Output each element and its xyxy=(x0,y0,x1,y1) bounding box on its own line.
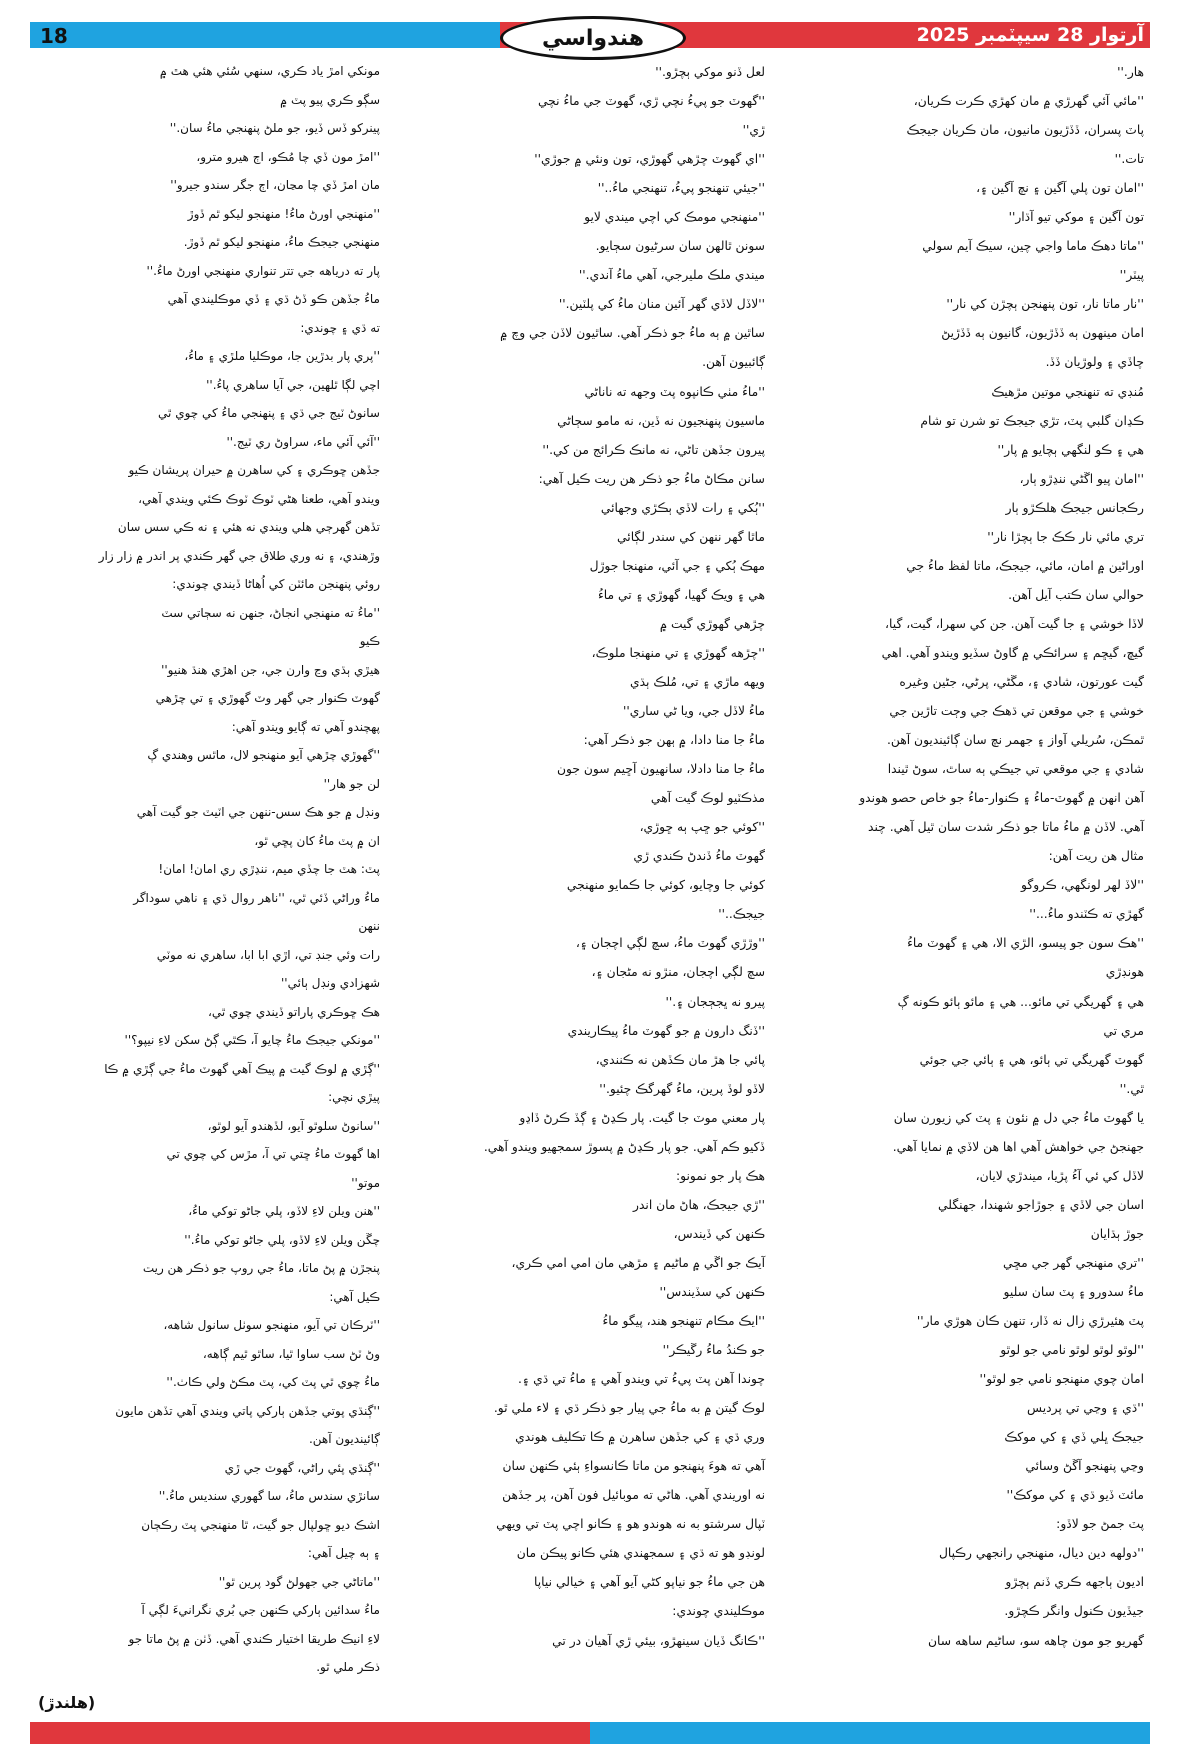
text-line: ''هڪ سون جو پيسو، الڙي الا، هي ۽ گهوٽ ماءُ xyxy=(907,936,1144,951)
text-line: لاڏل کي ئي آءُ پڙيا، ميندڙي لايان، xyxy=(975,1168,1144,1183)
text-line: وڃي پنهنجو آڱڻ وسائي xyxy=(1025,1459,1144,1474)
text-line: امان مينهون ٻه ڏڏڙيون، گانيون ٻه ڏڏڙيڻ xyxy=(941,326,1144,341)
text-line: ڪنهن کي سڏيندس'' xyxy=(659,1284,765,1299)
text-line: ''ڳڙي ۾ لوڪ گيت ۾ پيڪ آهي گهوٽ ماءُ جي ڳڙي ۾ ڪا xyxy=(104,1061,380,1076)
column-left xyxy=(30,60,380,1685)
top-bar-blue xyxy=(30,22,500,48)
text-line: مري تي xyxy=(1103,1023,1144,1038)
text-line: ماءُ سدائين ٻارکي ڪنهن جي بُري نگرانيءَ لڳي آ xyxy=(141,1603,380,1617)
text-line: تڏهن گهرڄي هلي ويندي نه هئي ۽ نه ڪي سس سان xyxy=(117,520,380,534)
text-line: موتو'' xyxy=(351,1175,380,1190)
text-line: ''گهوٽ جو پيءُ نچي ڙي، گهوٽ جي ماءُ نچي xyxy=(537,94,765,109)
text-line: سڳو ڪري پيو پٽ ۾ xyxy=(280,92,380,107)
text-line: ويندو آهي، طعنا هڻي ٽوڪ ٽوڪ ڪئي ويندي آهي، xyxy=(138,491,380,506)
text-line: گيت عورتون، شادي ۽، مڱڻي، پرڻي، جڻين وغيره xyxy=(899,674,1144,689)
text-line: جيجڪ..'' xyxy=(718,907,765,922)
text-line: سانوڻ ٽيج جي ڌي ۽ پنهنجي ماءُ کي چوي ٿي xyxy=(158,406,380,420)
text-line: هڪ پار جو نمونو: xyxy=(675,1168,765,1183)
text-line: گهوٽ ڪنوار جي گهر وٽ گهوڙي ۽ تي چڙهي xyxy=(155,691,380,705)
text-line: ڙي'' xyxy=(742,123,765,138)
text-line: ان ۾ پٽ ماءُ کان پڇي ٿو، xyxy=(254,833,380,848)
text-line: چڙهي گهوڙي گيت ۾ xyxy=(659,616,765,631)
text-line: گهوٽ گهريگي تي ٻائو، هي ۽ ٻائي جي جوئي xyxy=(919,1052,1144,1067)
text-line: لوڪ گيتن ۾ به ماءُ جي پيار جو ذڪر ڌي ۽ لاء ملي ٿو. xyxy=(493,1401,765,1416)
text-line: حوالي سان ڪتب آيل آهن. xyxy=(1008,587,1144,602)
text-line: ويهه ماڙي ۽ تي، مُلڪ ٻڌي xyxy=(629,674,765,689)
text-line: مائٽ ڏيو ڌي ۽ کي موکڪ'' xyxy=(1006,1488,1144,1503)
text-line: هڪ ڇوڪري پاراتو ڏيندي چوي ٿي، xyxy=(208,1004,380,1019)
text-line: گهڙي ته ڪٽندو ماءُ...'' xyxy=(1029,907,1144,922)
bottom-bar-blue xyxy=(590,1722,1150,1744)
text-line: ''لاڏ لهر لونگهي، ڪروگو xyxy=(1021,878,1144,893)
text-line: ''امان پيو اڱڻي ننڍڙو ٻار، xyxy=(1019,471,1144,486)
text-line: منهنجي جيجڪ ماءُ، منهنجو ليکو ٿم ڏوڙ. xyxy=(183,235,380,249)
text-line: روئي پنهنجن مائٽن کي اُهاڻا ڏيندي چوندي: xyxy=(172,577,380,591)
column-right xyxy=(789,60,1144,1658)
text-line: ڪيل آهي: xyxy=(329,1289,380,1304)
text-line: تون آگين ۽ موکي تيو آڌار'' xyxy=(1008,210,1144,225)
text-line: کوئي جا وچايو، کوئي جا ڪمايو منهنجي xyxy=(566,878,765,893)
text-line: ''وڙڙي گهوٽ ماءُ، سچ لڳي اچجان ۽، xyxy=(575,936,765,951)
text-line: گهريو جو مون چاهه سو، ساڻيم ساهه سان xyxy=(928,1633,1144,1648)
text-line: رڪجانس جيجڪ هلڪڙو ٻار xyxy=(1005,500,1144,515)
text-line: ''پري پار بدڙين جا، موڪليا ملڙي ۽ ماءُ، xyxy=(184,349,380,363)
text-line: ٿي.'' xyxy=(1119,1081,1144,1096)
text-line: ''مونکي جيجڪ ماءُ چايو آ، ڪٿي ڳڻ سکن لاءِ نيپو؟'' xyxy=(124,1033,380,1047)
text-line: ''ماءُ مٺي ڪانپوه پٽ وجهه ته ناناڻي xyxy=(584,384,765,399)
text-line: ننهن xyxy=(358,919,380,933)
issue-date: آرتوار 28 سيپٽمبر 2025 xyxy=(916,24,1144,46)
text-line: ماءُ جا منا دادا، ۾ ٻهن جو ذڪر آهي: xyxy=(583,733,765,748)
text-line: پار معني موٽ جا گيت. پار ڪڍڻ ۽ ڳڏ ڪرڻ ڏاڍو xyxy=(519,1110,765,1125)
text-line: ''ٻُکي ۽ رات لاڏي ٻڪڙي وجهائي xyxy=(600,500,765,515)
text-line: ''چڙهه گهوڙي ۽ تي منهنجا ملوڪ، xyxy=(591,645,765,660)
text-line: ''لاڏل لاڏي گهر آئين منان ماءُ کي پلٽين.'' xyxy=(558,297,765,312)
text-line: ماءُ لاڏل جي، ويا ڻي ساري'' xyxy=(622,704,765,719)
text-line: پاٽ پسران، ڏڏڙيون مانيون، مان ڪريان جيجڪ xyxy=(906,123,1144,138)
text-line: جيجڪ ڀلي ڏي ۽ کي موکڪ xyxy=(1004,1430,1144,1445)
text-line: ''آئي آئي ماء، سراوڻ ري ٽيج.'' xyxy=(226,434,380,449)
text-line: ''منهنجي مومڪ کي اچي ميندي لايو xyxy=(584,210,765,225)
text-line: اها گهوٽ ماءُ ڇتي تي آ، مڙس کي چوي تي xyxy=(166,1147,380,1161)
text-line: سانڙي سندس ماءُ، سا گهوري سنديس ماءُ.'' xyxy=(158,1489,380,1503)
text-line: ۽ ٻه چيل آهي: xyxy=(307,1546,380,1560)
text-line: ''ماتاڻي جي جهولڻ گود پرين ٿو'' xyxy=(218,1574,380,1589)
text-line: ''ڳنڌي پوتي جڏهن ٻارکي پاتي ويندي آهي تڏهن مايون xyxy=(115,1403,380,1418)
text-line: ''ماءُ ته منهنجي انجاڻ، جنهن نه سڄاتي سٽ xyxy=(161,605,380,620)
text-line: ماءُ جڏهن ڪو ڏڻ ڌي ۽ ڏي موڪليندي آهي xyxy=(167,292,380,306)
text-line: پيرو نه ڀجڄجان ۽.'' xyxy=(665,994,765,1009)
text-line: هار.'' xyxy=(1117,65,1144,79)
bottom-color-bar xyxy=(30,1722,1150,1744)
text-line: پيرون جڏهن تاڻي، نه مانڪ ڪرائج من کي.'' xyxy=(542,442,765,457)
text-line: پٽ هئيرڙي زال نه ڏار، تنهن ڪان هوڙي مار'' xyxy=(916,1314,1144,1329)
text-line: پنجڙن ۾ پڻ ماتا، ماءُ جي روپ جو ذڪر هن ريت xyxy=(142,1261,380,1275)
text-line: گهوٽ ماءُ ڏندڻ ڪندي ڙي xyxy=(633,849,765,864)
text-line: وري ڌي ۽ کي جڏهن ساهرن ۾ ڪا تڪليف هوندي xyxy=(515,1430,765,1445)
text-line: رات وئي جنڊ تي، اڙي ابا ابا، ساهري نه موٽي xyxy=(156,947,380,962)
text-line: ''ماتا دهڪ ماما واجي چين، سيڪ آيم سولي xyxy=(922,239,1144,254)
text-line: تات.'' xyxy=(1114,152,1144,167)
text-line: ميندي ملڪ مليرجي، آهي ماءُ آندي.'' xyxy=(578,268,765,283)
text-line: مُنڊي ته تنهنجي موتين مڙهيڪ xyxy=(991,384,1144,399)
bottom-bar-red xyxy=(30,1722,590,1744)
text-line: اوراڻين ۾ امان، مائي، جيجڪ، ماتا لفظ ماءُ جي xyxy=(906,558,1144,573)
masthead-logo: هندواسي xyxy=(500,16,686,60)
text-line: ''جيئي تنهنجو پيءُ، تنهنجي ماءُ..'' xyxy=(597,181,765,196)
text-line: ماءُ سدورو ۽ پٽ سان سليو xyxy=(1003,1284,1144,1299)
text-line: موڪليندي چوندي: xyxy=(672,1604,765,1619)
text-line: وڙهندي، ۽ نه وري طلاق جي گهر ڪندي پر اندر ۾ زار زار xyxy=(98,548,380,563)
text-line: ماءُ چوي ٿي پٽ کي، پٽ مڪڻ ولي ڪاٺ.'' xyxy=(166,1375,380,1389)
text-line: ''نار ماتا نار، تون پنهنجن ٻچڙن کي نار'' xyxy=(946,297,1144,312)
text-line: لونڊو هو ته ڌي ۽ سمجهندي هئي ڪانو پيڪن مان xyxy=(516,1546,765,1561)
text-line: ''ڌي ۽ وڃي تي پرديس xyxy=(1027,1401,1144,1416)
text-line: ماسيون پنهنجيون نه ڏين، نه مامو سڄاڻي xyxy=(557,413,765,428)
text-line: لاءِ انيڪ طريقا اختيار ڪندي آهي. ڏٺن ۾ پڻ ماتا جو xyxy=(128,1631,380,1646)
text-line: ''لوٿو لوٿو لوٿو نامي جو لوٿو xyxy=(1000,1343,1144,1358)
text-line: پٽ جمڻ جو لاڏو: xyxy=(1056,1517,1144,1532)
text-line: خوشي ۽ جي موقعن تي ڌهڪ جي وڄت تاڙين جي xyxy=(889,704,1144,719)
text-line: لن جو هار'' xyxy=(323,776,380,791)
text-line: اديون ٻاجهه ڪري ڏنم ٻچڙو xyxy=(1005,1575,1144,1590)
text-line: گيڇ، گيڇم ۽ سرائڪي ۾ گاوڻ سڏيو ويندو آهي. اهي xyxy=(881,645,1144,660)
text-line: پينرکو ڏس ڏيو، جو ملڻ پنهنجي ماءُ سان.'' xyxy=(169,121,380,135)
text-line: ماءُ جا منا دادلا، سانهيون آڇيم سون جون xyxy=(556,762,765,777)
text-line: امان چوي منهنجو نامي جو لوٿو'' xyxy=(979,1372,1144,1387)
text-line: لاڏا خوشي ۽ جا گيت آهن. جن کي سهرا، گيت، گيا، xyxy=(885,616,1144,631)
text-line: آهي ته هوءَ پنهنجو من ماتا ڪانسواءِ ٻئي ڪنهن سان xyxy=(502,1459,765,1474)
continued-mark: (هلندڙ) xyxy=(38,1693,96,1712)
text-line: چڱن ويلن لاءِ لاڏو، پلي جاڻو توکي ماءُ.'' xyxy=(184,1232,380,1247)
text-line: ''امان تون پلي آگين ۽ نچ آگين ۽، xyxy=(976,181,1144,196)
text-line: ''کوئي جو ڇپ ٻه ڇوڙي، xyxy=(639,820,765,835)
text-line: سانن مڪاڻ ماءُ جو ذڪر هن ريت ڪيل آهي: xyxy=(538,471,765,486)
text-line: ''ٽرڪان تي آيو، منهنجو سوٺل سانول شاهه، xyxy=(163,1318,380,1332)
text-line: ساٿين ۾ ٻه ماءُ جو ذڪر آهي. ساٿيون لاڏن جي وچ ۾ xyxy=(500,326,765,341)
text-line: مان امڙ ڏي چا مڃان، اڄ جگر سندو جيرو'' xyxy=(170,178,380,192)
text-line: ڪيو xyxy=(359,634,380,648)
text-line: ''ڏنگ دارون ۾ جو گهوٽ ماءُ پيڪاريندي xyxy=(567,1023,765,1038)
text-line: اشڪ ديو ڇولپال جو گيت، ٿا منهنجي پٽ رڪڄان xyxy=(141,1517,380,1532)
text-line: آيڪ جو اڱي ۾ ماڻيم ۽ مڙهي مان امي امي ڪري، xyxy=(511,1255,765,1270)
text-line: چاڏي ۽ ولوڙيان ڏڏ. xyxy=(1045,355,1144,370)
text-line: وڻ ٽڻ سب ساوا ٿيا، ساٿو ٿيم ڳاهه، xyxy=(202,1346,380,1361)
column-middle xyxy=(410,60,765,1658)
text-line: ماءُ وراڻي ڏئي ٿي، ''ناهر روال ڌي ۽ ناهي سوداگر xyxy=(133,890,380,905)
text-line: ''هنن ويلن لاءِ لاڏو، پلي جاڻو توکي ماءُ، xyxy=(188,1204,380,1218)
text-line: شادي ۽ جي موقعي تي جيڪي ٻه ساٿ، سوڻ ٿيندا xyxy=(887,762,1144,777)
text-line: ماٿا گهر ننهن کي سندر لڳائي xyxy=(617,529,765,544)
text-line: هي ۽ ويڪ گهيا، گهوڙي ۽ تي ماءُ xyxy=(598,587,765,602)
text-line: ''سانوڻ سلوٿو آيو، لڏهندو آيو لوٿو، xyxy=(207,1118,380,1133)
text-line: سچ لڳي اچجان، منڙو نه مڻجان ۽، xyxy=(591,965,765,980)
text-line: پيٽر'' xyxy=(1119,268,1144,283)
text-line: ونڊل ۾ جو هڪ سس-ننهن جي اٽيٽ جو گيت آهي xyxy=(136,805,380,819)
text-line: آهن انهن ۾ گهوٽ-ماءُ ۽ ڪنوار-ماءُ جو خاص حصو هوندو xyxy=(859,791,1144,806)
text-line: لاڏو لوڏ پرين، ماءُ گهرگڪ چئيو.'' xyxy=(599,1081,765,1096)
text-line: ذڪر ملي ٿو. xyxy=(316,1660,380,1674)
text-line: جڏهن ڇوڪري ۽ کي ساهرن ۾ حيران پريشان ڪيو xyxy=(128,463,380,477)
text-line: پيڙي نچي: xyxy=(328,1090,380,1104)
text-line: ''تري منهنجي گهر جي مڇي xyxy=(1002,1255,1144,1270)
text-line: جو ڪندُ ماءُ رڱيڪر'' xyxy=(662,1343,765,1358)
text-line: جوڙ ٻڌايان xyxy=(1090,1226,1144,1241)
text-line: ''ڪانگ ڏيان سينهڙو، بيئي ڙي آهيان در تي xyxy=(552,1633,765,1648)
text-line: ''گهوڙي چڙهي آيو منهنجو لال، ماٿس وهندي ڳ xyxy=(147,748,380,762)
text-line: نه اوريندي آهي. هاڻي ته موبائيل فون آهن، پر جڏهن xyxy=(502,1488,765,1503)
text-line: اسان جي لاڏي ۽ جوڙاجو شهندا، جهنگلي xyxy=(938,1197,1144,1212)
text-line: جيڏيون ڪنول وانگر ڪچڙو. xyxy=(1004,1604,1144,1619)
text-line: مونکي امڙ ياد ڪري، سنهي سُئي هئي هٿ ۾ xyxy=(159,64,380,78)
text-line: هونڊڙي xyxy=(1105,965,1144,980)
text-line: هن جي ماءُ جو نياپو کڻي آيو آهي ۽ خيالي نياپا xyxy=(534,1575,765,1590)
text-line: ''ڙي جيجڪ، هاڻ مان اندر xyxy=(633,1197,765,1212)
text-line: ''مائي آئي گهرڙي ۾ مان کهڙي ڪرت ڪريان، xyxy=(913,94,1144,109)
text-line: لعل ڏنو موکي ٻچڙو.'' xyxy=(655,65,765,79)
text-line: ''امڙ مون ڏي چا مُڪو، اڄ هيرو مترو، xyxy=(196,149,380,164)
text-line: ڏکيو ڪم آهي. جو پار ڪڍڻ ۾ پسوڙ سمجهيو ويندو آهي. xyxy=(483,1139,765,1154)
text-line: ته ڌي ۽ چوندي: xyxy=(300,320,380,335)
text-line: آهي. لاڏن ۾ ماءُ ماتا جو ذڪر شدت سان ٿيل آهي. چند xyxy=(868,820,1144,835)
text-line: ٽپال سرشتو به نه هوندو هو ۽ ڪانو اچي پٽ تي ويهي xyxy=(496,1517,765,1532)
text-line: هي ۽ ڪو لنگهي ٻچايو ۾ پار'' xyxy=(997,442,1144,457)
text-line: چوندا آهن پٽ پيءُ تي ويندو آهي ۽ ماءُ تي ڌي ۽. xyxy=(518,1372,765,1387)
text-line: پٽ: هٽ جا چڏي ميم، ننڍڙي ري امان! امان! xyxy=(158,862,380,876)
text-line: ٿمڪن، سُريلي آواز ۽ جهمر نچ سان ڳائينديون آهن. xyxy=(886,733,1144,748)
text-line: سونن ٿالهن سان سرڻيون سڄايو. xyxy=(595,239,765,254)
text-line: ڳائينديون آهن. xyxy=(308,1432,380,1446)
text-line: پائي جا هڙ مان ڪڏهن نه ڪنندي، xyxy=(595,1052,765,1067)
text-line: شهزادي ونڊل ٻائي'' xyxy=(281,976,380,990)
text-line: يا گهوٽ ماءُ جي دل ۾ نئون ۽ پٽ کي زيورن سان xyxy=(893,1110,1144,1125)
text-line: ڪڍان گلبي پٽ، تڙي جيجڪ تو شرن تو شام xyxy=(920,413,1144,428)
text-line: مذڪٽيو لوڪ گيت آهي xyxy=(650,791,765,806)
text-line: ڳائبيون آهن. xyxy=(702,355,765,370)
text-line: پهچندو آهي ته ڳايو ويندو آهي: xyxy=(231,719,380,734)
text-line: مهڪ ٻُکي ۽ جي آئي، منهنجا جوڙل xyxy=(589,558,765,573)
text-line: هي ۽ گهريگي تي مائو... هي ۽ مائو ٻائو ڪونه ڳ xyxy=(897,994,1144,1009)
page-number: 18 xyxy=(40,24,68,48)
text-line: اچي لڳا ٿلهين، جي آيا ساهري پاءُ.'' xyxy=(206,377,380,392)
text-line: مثال هن ريت آهن: xyxy=(1048,849,1144,864)
text-line: ''منهنجي اورڻ ماءُ! منهنجو ليکو ٿم ڏوڙ xyxy=(187,206,380,221)
text-line: جهنجڻ جي خواهش آهي اها هن لاڏي ۾ نمايا آهي. xyxy=(892,1139,1144,1154)
text-line: ڪنهن کي ڏيندس، xyxy=(673,1226,765,1241)
text-line: پار ته درياهه جي تتر تنواري منهنجي اورڻ ماءُ.'' xyxy=(146,263,380,278)
text-line: ''ايڪ مڪام تنهنجو هند، پيگو ماءُ xyxy=(602,1314,765,1329)
text-line: هيڙي ٻڌي وڃ وارن جي، جن اهڙي هنڌ هنيو'' xyxy=(161,662,380,677)
text-line: ''دولهه دين ديال، منهنجي رانجهي رڪپال xyxy=(938,1546,1144,1561)
text-line: ''اي گهوٽ چڙهي گهوڙي، تون ونئي ۾ جوڙي'' xyxy=(534,152,765,167)
text-line: ''ڳنڌي پئي راڻي، گهوٽ جي ڙي xyxy=(224,1460,380,1475)
text-line: تري مائي نار ڪڪ جا ٻچڙا نار'' xyxy=(987,529,1144,544)
